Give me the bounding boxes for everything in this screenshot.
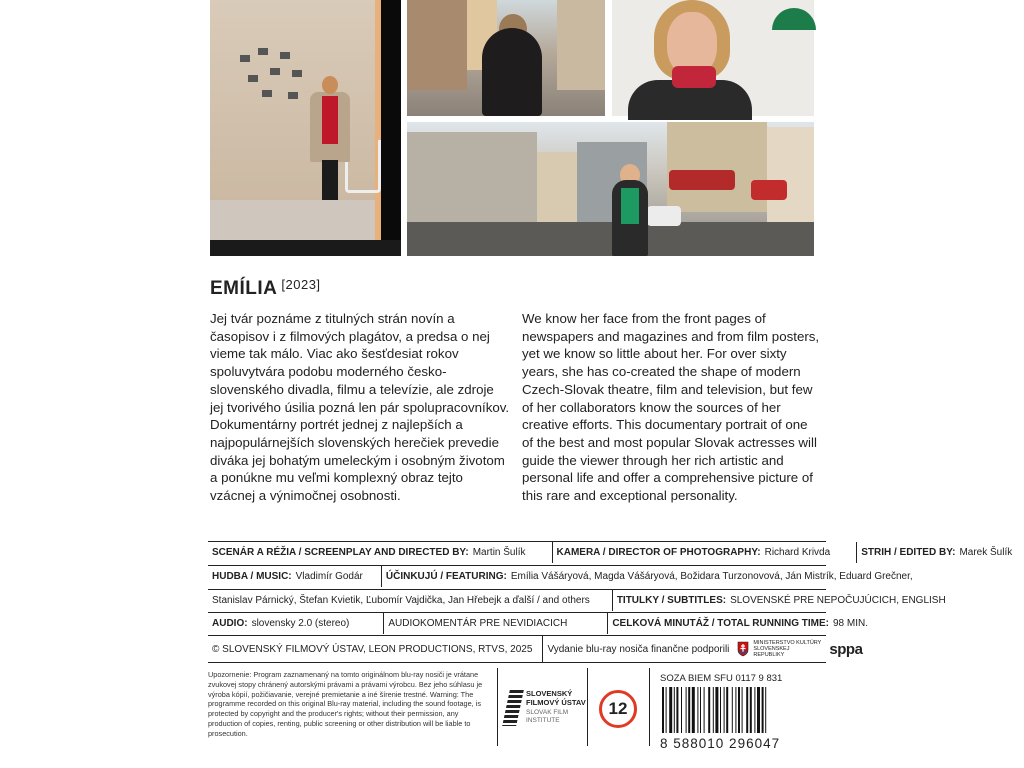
slovak-crest-icon xyxy=(737,641,749,657)
barcode-graphic xyxy=(660,687,810,733)
film-year: [2023] xyxy=(281,277,321,292)
funding-text: Vydanie blu-ray nosiča finančne podporili xyxy=(547,643,730,655)
logo-line-en: SLOVAK FILM INSTITUTE xyxy=(526,709,569,724)
featuring-value-cont: Stanislav Párnický, Štefan Kvietik, Ľubomír Vajdička, Jan Hřebejk a ďalší / and others xyxy=(212,595,590,606)
synopsis-slovak: Jej tvár poznáme z titulných strán novín a časopisov i z filmových plagátov, a predsa o nej vieme tak málo. Viac ako šesťdesiat rokov spoluvytvára podobu moderného česko-slovenského divadla, filmu a televízie, ale zdroje jej tvorivého úsilia pozná len pár spolupracovníkov. Dokumentárny portrét jednej z najlepších a najpopulárnejších slovenských herečiek prevedie diváka jej bohatým umeleckým i osobným životom a ponúkne mu veľmi komplexný obraz tejto vzácnej a výnimočnej osobnosti. xyxy=(210,311,510,504)
barcode-number: 8 588010 296047 xyxy=(660,736,781,751)
audio-value: slovensky 2.0 (stereo) xyxy=(251,618,350,629)
legal-warning: Upozornenie: Program zaznamenaný na tomto originálnom blu-ray nosiči je vrátane zvukovej stopy chránený autorskými právami a právami výrobcu. Bez jeho súhlasu je výroba kópií, požičiavanie, verejné premietanie a iné šírenie trestné. Warning: The programme recorded on this original Blu-ray material, including the sound footage, is protected by copyright and the producer's rights; without their permission, any production of copies, renting, public screening or other distribution will be liable to prosecution. xyxy=(208,670,483,738)
age-rating-badge xyxy=(599,690,637,728)
music-value: Vladimír Godár xyxy=(295,571,363,582)
featuring-value: Emília Vášáryová, Magda Vášáryová, Božidara Turzonovová, Ján Mistrík, Eduard Grečner, xyxy=(510,571,913,582)
audio-commentary: AUDIOKOMENTÁR PRE NEVIDIACICH xyxy=(388,618,568,629)
music-label: HUDBA / MUSIC: xyxy=(212,571,292,582)
synopsis-english: We know her face from the front pages of newspapers and magazines and from film posters, yet we know so little about her. For over sixty years, she has co-created the shape of modern Czech-Slovak theatre, film and television, but few of her collaborators know the sources of her creative efforts. This documentary portrait of one of the best and most popular Slovak actresses will guide the viewer through her rich artistic and personal life and offer a comprehensive picture of this rare and exceptional personality. xyxy=(522,311,820,504)
subtitles-value: SLOVENSKÉ PRE NEPOČUJÚCICH, ENGLISH xyxy=(730,595,946,606)
logo-line-sk: SLOVENSKÝ FILMOVÝ ÚSTAV xyxy=(526,689,586,707)
slovak-film-institute-logo xyxy=(504,688,590,728)
runtime-value: 98 MIN. xyxy=(832,618,868,629)
featuring-label: ÚČINKUJÚ / FEATURING: xyxy=(385,571,507,582)
photo-street-back xyxy=(407,0,605,116)
age-rating-value: 12 xyxy=(608,699,628,718)
ministry-text: MINISTERSTVO KULTÚRY SLOVENSKEJ REPUBLIKY xyxy=(753,640,822,658)
film-strip-icon xyxy=(502,690,524,726)
edit-value: Marek Šulík xyxy=(959,547,1013,558)
camera-value: Richard Krivda xyxy=(764,547,831,558)
camera-label: KAMERA / DIRECTOR OF PHOTOGRAPHY: xyxy=(556,547,761,558)
screenplay-value: Martin Šulík xyxy=(472,547,526,558)
photo-stage-actress xyxy=(210,0,401,256)
edit-label: STRIH / EDITED BY: xyxy=(861,547,956,558)
soza-code: SOZA BIEM SFU 0117 9 831 xyxy=(660,673,783,684)
ministry-logo xyxy=(733,636,825,662)
photo-town-square xyxy=(407,122,814,256)
subtitles-label: TITULKY / SUBTITLES: xyxy=(616,595,727,606)
film-title-text: EMÍLIA xyxy=(210,278,278,299)
screenplay-label: SCENÁR A RÉŽIA / SCREENPLAY AND DIRECTED BY: xyxy=(212,547,469,558)
film-title xyxy=(210,278,321,300)
copyright-text: © SLOVENSKÝ FILMOVÝ ÚSTAV, LEON PRODUCTIONS, RTVS, 2025 xyxy=(212,643,533,655)
photo-portrait-smiling xyxy=(612,0,814,116)
runtime-label: CELKOVÁ MINUTÁŽ / TOTAL RUNNING TIME: xyxy=(612,618,829,629)
sppa-logo: sppa xyxy=(829,640,863,658)
audio-label: AUDIO: xyxy=(212,618,248,629)
